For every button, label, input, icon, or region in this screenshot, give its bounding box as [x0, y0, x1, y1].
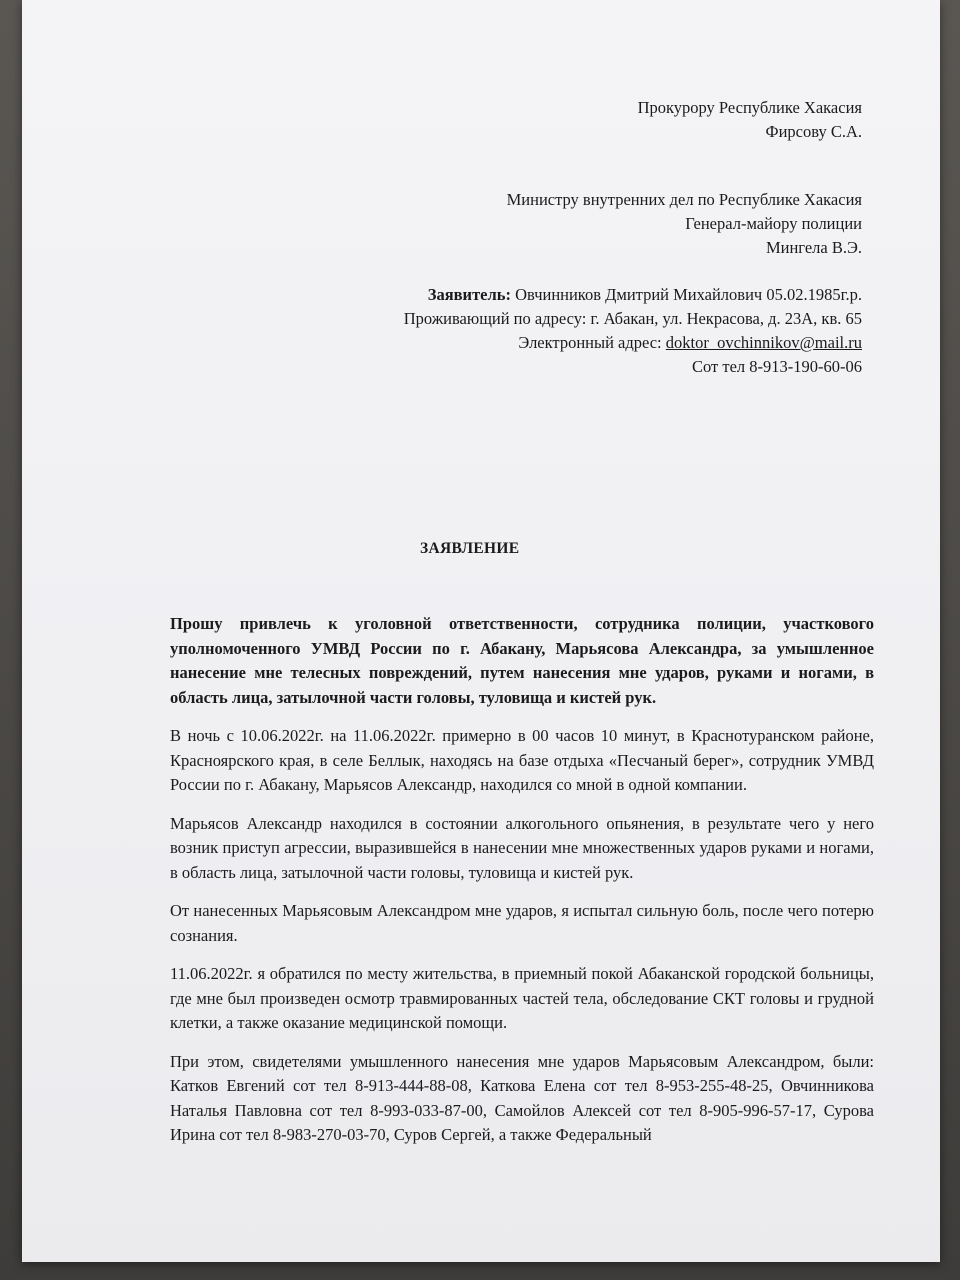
applicant-email-label: Электронный адрес:: [518, 333, 666, 352]
paragraph-2: Марьясов Александр находился в состоянии алкогольного опьянения, в результате чего у него возник приступ агрессии, выразившейся в нанесении мне множественных ударов руками и ногами, в область лица, затылочной части головы, туловища и кистей рук.: [170, 813, 874, 882]
document-page: [22, 0, 940, 1262]
applicant-email-line: [404, 331, 862, 355]
applicant-label: Заявитель:: [427, 285, 511, 304]
paragraph-5: При этом, свидетелями умышленного нанесения мне ударов Марьясовым Александром, были: Катков Евгений сот тел 8-913-444-88-08, Каткова Елена сот тел 8-953-255-48-25, Овчинникова Наталья Павловна сот тел 8-993-033-87-00, Самойлов Алексей сот тел 8-905-996-57-17, Сурова Ирина сот тел 8-983-270-03-70, Суров Сергей, а также Федеральный: [170, 1051, 874, 1144]
recipient-minister-title: Министру внутренних дел по Республике Хакасия: [506, 190, 862, 209]
recipient-prosecutor-title: Прокурору Республике Хакасия: [637, 98, 862, 117]
lead-paragraph: Прошу привлечь к уголовной ответственности, сотрудника полиции, участкового уполномоченного УМВД России по г. Абакану, Марьясова Александра, за умышленное нанесение мне телесных повреждений, путем нанесения мне ударов, руками и ногами, в область лица, затылочной части головы, туловища и кистей рук.: [170, 614, 874, 707]
document-body: [170, 612, 874, 1162]
paragraph-1: В ночь с 10.06.2022г. на 11.06.2022г. примерно в 00 часов 10 минут, в Краснотуранском районе, Красноярского края, в селе Беллык, находясь на базе отдыха «Песчаный берег», сотрудник УМВД России по г. Абакану, Марьясов Александр, находился со мной в одной компании.: [170, 726, 874, 794]
recipient-prosecutor-block: [638, 96, 862, 144]
applicant-name: Овчинников Дмитрий Михайлович 05.02.1985г.р.: [510, 285, 862, 304]
recipient-minister-rank: Генерал-майору полиции: [685, 214, 862, 233]
applicant-name-line: [404, 283, 862, 307]
paragraph-3: От нанесенных Марьясовым Александром мне ударов, я испытал сильную боль, после чего потерю сознания.: [170, 901, 874, 945]
recipient-minister-name: Мингела В.Э.: [765, 238, 862, 257]
document-title: ЗАЯВЛЕНИЕ: [420, 540, 520, 557]
applicant-phone: Сот тел 8-913-190-60-06: [692, 357, 862, 376]
paragraph-4: 11.06.2022г. я обратился по месту жительства, в приемный покой Абаканской городской больницы, где мне был произведен осмотр травмированных частей тела, обследование СКТ головы и грудной клетки, а также оказание медицинской помощи.: [170, 964, 874, 1032]
applicant-email-link[interactable]: doktor_ovchinnikov@mail.ru: [665, 333, 862, 352]
applicant-address: Проживающий по адресу: г. Абакан, ул. Некрасова, д. 23А, кв. 65: [403, 309, 862, 328]
recipient-minister-block: [507, 188, 862, 260]
applicant-block: [404, 283, 862, 379]
recipient-prosecutor-name: Фирсову С.А.: [765, 122, 862, 141]
